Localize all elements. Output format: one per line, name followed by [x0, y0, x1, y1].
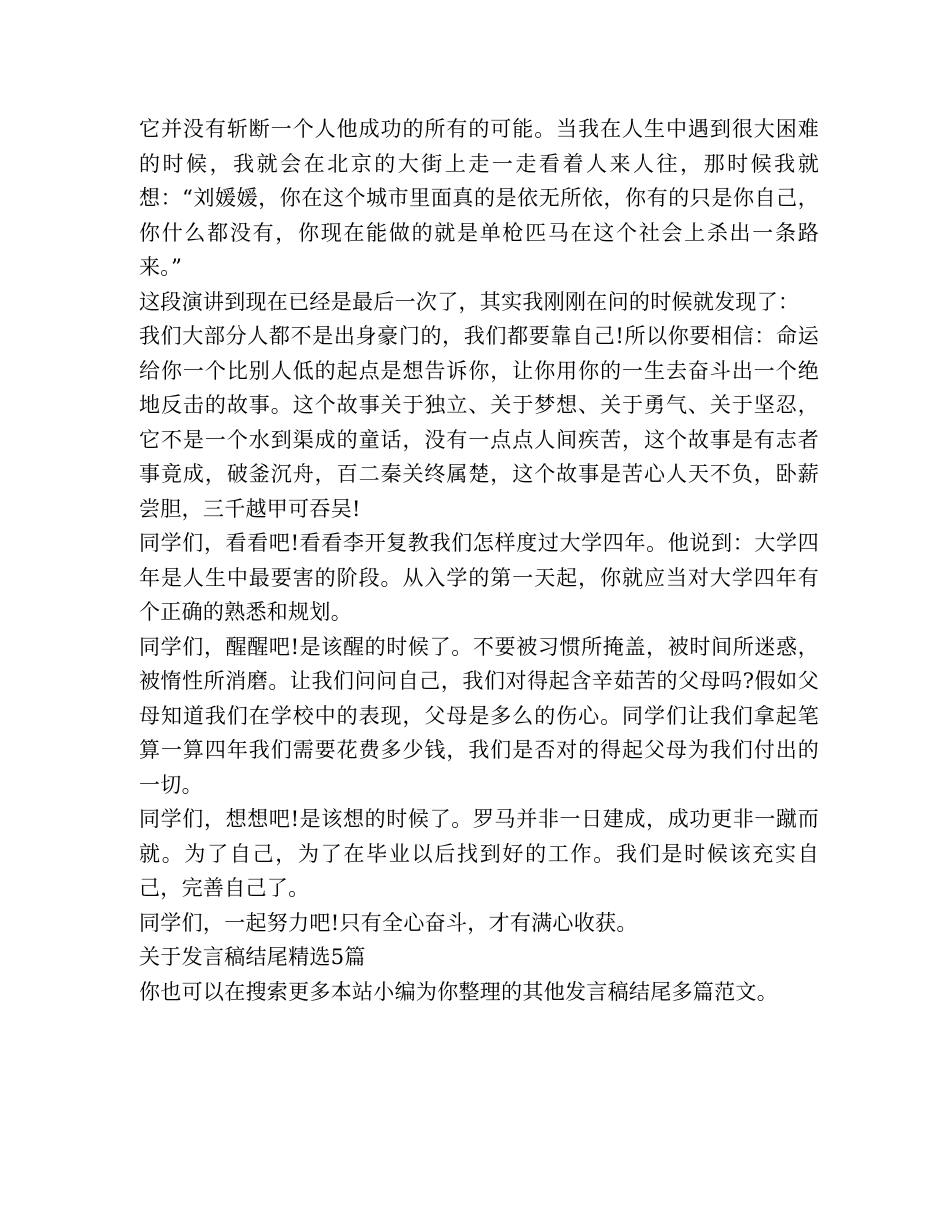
paragraph-more-articles: 你也可以在搜索更多本站小编为你整理的其他发言稿结尾多篇范文。: [139, 979, 778, 1004]
section-heading: 关于发言稿结尾精选5篇: [139, 945, 366, 969]
paragraph-last-time: 这段演讲到现在已经是最后一次了，其实我刚刚在问的时候就发现了：: [139, 289, 800, 314]
paragraph-look: 同学们，看看吧!看看李开复教我们怎样度过大学四年。他说到：大学四年是人生中最要害的阶段。从入学的第一天起，你就应当对大学四年有个正确的熟悉和规划。: [139, 531, 819, 624]
paragraph-speech-quote: 它并没有斩断一个人他成功的所有的可能。当我在人生中遇到很大困难的时候，我就会在北京的大街上走一走看着人来人往，那时候我就想：“刘媛媛，你在这个城市里面真的是依无所依，你有的只是你自己，你什么都没有，你现在能做的就是单枪匹马在这个社会上杀出一条路来。”: [139, 117, 819, 279]
paragraph-wake-up: 同学们，醒醒吧!是该醒的时候了。不要被习惯所掩盖，被时间所迷惑，被惰性所消磨。让我们问问自己，我们对得起含辛茹苦的父母吗?假如父母知道我们在学校中的表现，父母是多么的伤心。同学们让我们拿起笔算一算四年我们需要花费多少钱，我们是否对的得起父母为我们付出的一切。: [139, 634, 819, 797]
paragraph-work-hard: 同学们，一起努力吧!只有全心奋斗，才有满心收获。: [139, 910, 638, 935]
document-body: [139, 112, 819, 1009]
paragraph-think: 同学们，想想吧!是该想的时候了。罗马并非一日建成，成功更非一蹴而就。为了自己，为了在毕业以后找到好的工作。我们是时候该充实自己，完善自己了。: [139, 807, 819, 900]
paragraph-rely-on-self: 我们大部分人都不是出身豪门的，我们都要靠自己!所以你要相信：命运给你一个比别人低的起点是想告诉你，让你用你的一生去奋斗出一个绝地反击的故事。这个故事关于独立、关于梦想、关于勇气、关于坚忍，它不是一个水到渠成的童话，没有一点点人间疾苦，这个故事是有志者事竟成，破釜沉舟，百二秦关终属楚，这个故事是苦心人天不负，卧薪尝胆，三千越甲可吞吴!: [139, 324, 819, 521]
